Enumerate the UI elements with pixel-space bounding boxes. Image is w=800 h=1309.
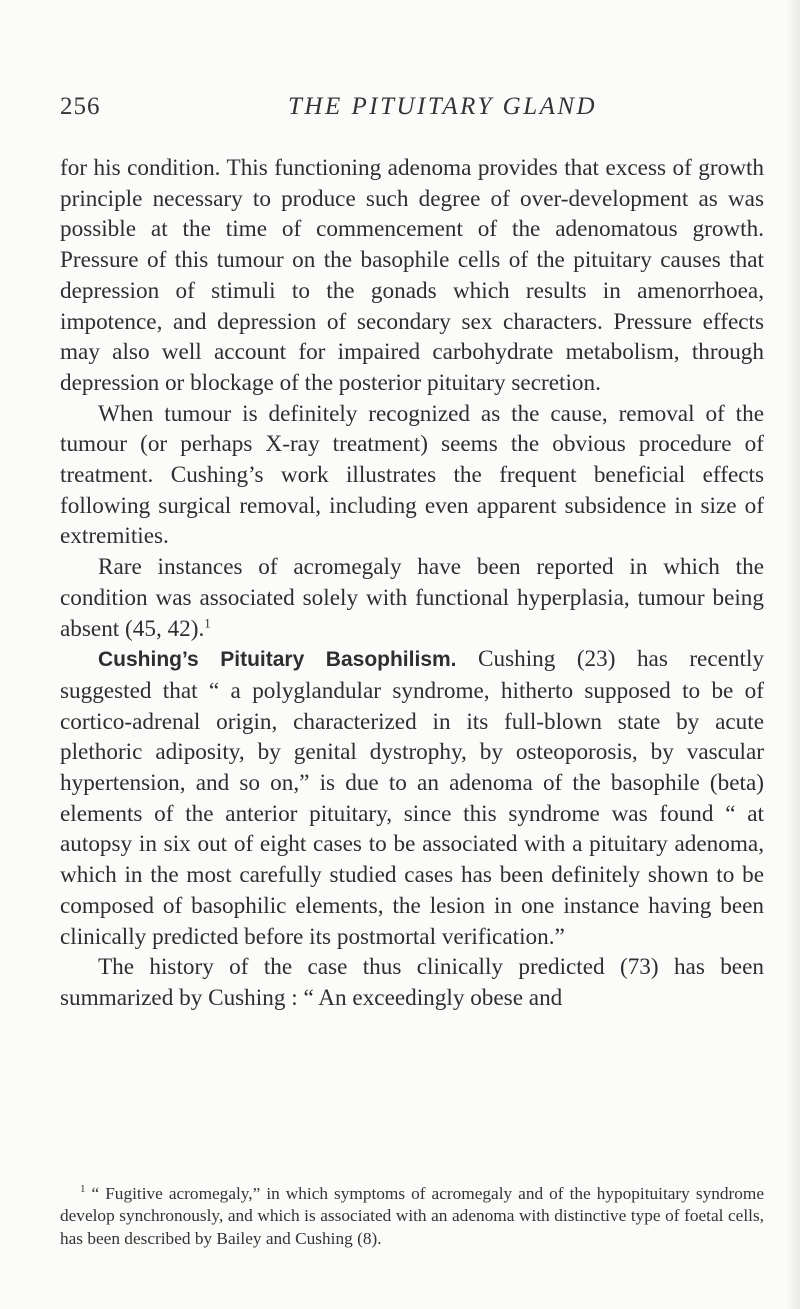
paragraph-tumour-removal: When tumour is definitely recognized as the cause, removal of the tumour (or perhaps X-ray treatment) seems the obvious procedure of treatment. Cushing’s work illustrates the frequent beneficial effects following surgical removal, including even apparent subsidence in size of extremities. <box>60 400 764 550</box>
paragraph-continuation: for his condition. This functioning adenoma provides that excess of growth principle necessary to produce such degree of over-development as was possible at the time of commencement of the adenomatous growth. Pressure of this tumour on the basophile cells of the pituitary causes that depression of stimuli to the gonads which results in amenorrhoea, impotence, and depression of secondary sex characters. Pressure effects may also well account for impaired carbohydrate metabolism, through depression or blockage of the posterior pituitary secretion. <box>60 155 764 396</box>
paragraph-basophilism-text: Cushing (23) has recently suggested that “ a polyglandular syndrome, hitherto supposed to be of cortico-adrenal origin, characterized in its full-blown state by acute plethoric adiposity, by genital dystrophy, by osteoporosis, by vascular hypertension, and so on,” is due to an adenoma of the basophile (beta) elements of the anterior pituitary, since this syndrome was found “ at autopsy in six out of eight cases to be associated with a pituitary adenoma, which in the most carefully studied cases has been definitely shown to be composed of basophilic elements, the lesion in one instance having been clinically predicted before its postmortal verification.” <box>60 646 765 950</box>
paragraph-rare-instances-text: Rare instances of acromegaly have been reported in which the condition was associated solely with functional hyperplasia, tumour being absent (45, 42). <box>60 554 764 642</box>
footnote-marker: 1 <box>80 1183 86 1196</box>
footnote-paragraph <box>60 1183 764 1250</box>
page-edge-shadow <box>786 0 800 1309</box>
paragraph-rare-instances <box>60 552 764 644</box>
page-number: 256 <box>60 93 101 120</box>
paragraph-case-history: The history of the case thus clinically predicted (73) has been summarized by Cushing : “ An exceedingly obese and <box>60 954 764 1011</box>
page-header <box>60 93 760 129</box>
running-title: THE PITUITARY GLAND <box>288 93 598 120</box>
paragraph-basophilism <box>60 644 764 952</box>
section-heading: Cushing’s Pituitary Basophilism. <box>98 648 457 672</box>
body-text <box>60 153 764 1014</box>
footnote-text: “ Fugitive acromegaly,” in which symptoms of acromegaly and of the hypopituitary syndrome develop synchronously, and which is associated with an adenoma with distinctive type of foetal cells, has been described by Bailey and Cushing (8). <box>60 1184 764 1248</box>
footnote <box>60 1183 764 1250</box>
footnote-reference: 1 <box>204 614 211 630</box>
